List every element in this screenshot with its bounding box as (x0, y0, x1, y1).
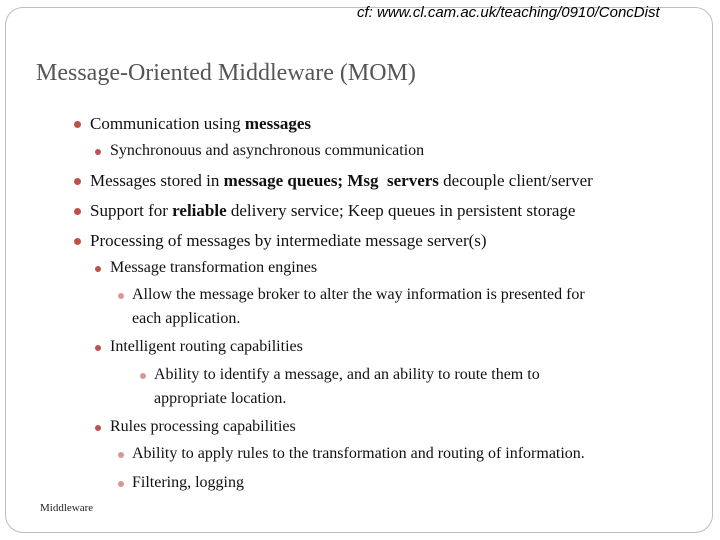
bullet-rules-processing: Rules processing capabilities (110, 418, 296, 435)
bullet-emphasis: messages (244, 114, 311, 133)
bullet-sync-async: Synchronouus and asynchronous communication (110, 142, 425, 159)
bullet-text: delivery service; Keep queues in persistent storage (226, 201, 576, 220)
bullet-icon (74, 238, 81, 245)
bullet-broker-alter-cont: each application. (132, 310, 241, 327)
bullet-intelligent-routing: Intelligent routing capabilities (110, 338, 303, 355)
bullet-icon (74, 178, 81, 185)
slide-title: Message-Oriented Middleware (MOM) (36, 60, 416, 86)
bullet-icon (140, 373, 146, 379)
bullet-icon (95, 345, 101, 351)
bullet-icon (95, 266, 101, 272)
bullet-icon (95, 149, 101, 155)
source-note: cf: www.cl.cam.ac.uk/teaching/0910/ConcDist (357, 4, 660, 21)
bullet-text: Communication using (90, 114, 245, 133)
bullet-icon (118, 452, 124, 458)
bullet-communication (90, 114, 311, 134)
slide-footer: Middleware (40, 502, 94, 514)
bullet-icon (118, 293, 124, 299)
bullet-text: Support for (90, 201, 173, 220)
bullet-text: Messages stored in (90, 171, 224, 190)
bullet-apply-rules: Ability to apply rules to the transformation and routing of information. (132, 445, 585, 462)
bullet-text: decouple client/server (438, 171, 593, 190)
bullet-identify-route-cont: appropriate location. (154, 390, 287, 407)
bullet-emphasis: reliable (172, 201, 227, 220)
bullet-icon (118, 481, 124, 487)
bullet-emphasis: message queues; Msg servers (223, 171, 439, 190)
bullet-message-queues (90, 171, 593, 191)
bullet-processing: Processing of messages by intermediate message server(s) (90, 231, 487, 250)
bullet-identify-route: Ability to identify a message, and an ability to route them to (154, 366, 540, 383)
bullet-icon (74, 121, 81, 128)
bullet-icon (74, 208, 81, 215)
bullet-broker-alter: Allow the message broker to alter the way information is presented for (132, 286, 585, 303)
bullet-filtering-logging: Filtering, logging (132, 474, 244, 491)
bullet-reliable-delivery (90, 201, 575, 221)
bullet-transformation-engines: Message transformation engines (110, 259, 318, 276)
bullet-icon (95, 425, 101, 431)
